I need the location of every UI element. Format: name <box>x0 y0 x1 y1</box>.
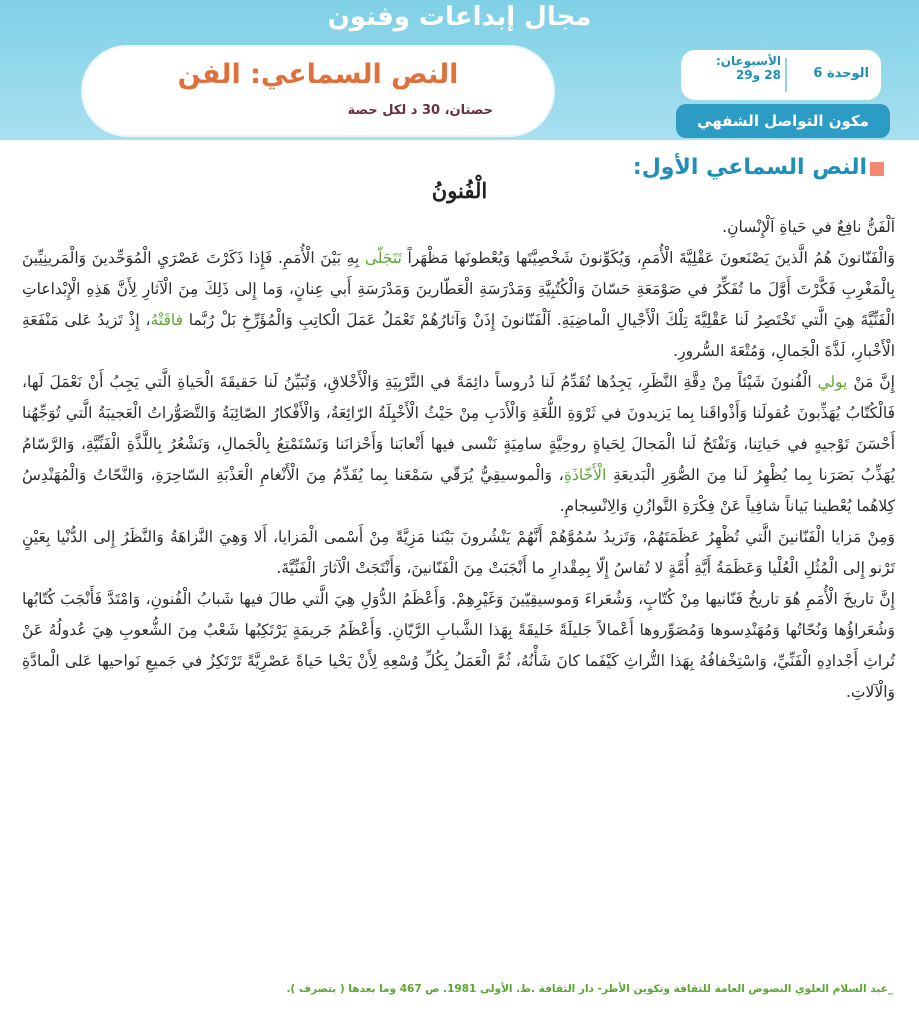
paragraph: إِنَّ تاريخَ الْأُمَمِ هُوَ تاريخُ فَنّانيها مِنْ كُتّابٍ، وَشُعَراءَ وَموسيقِيّينَ وَغَيْرِهِمْ. وَأَعْظَمُ الدُّوَلِ هِيَ الَّتي طالَ فيها شَبابُ الْفُنونِ، وَامْتَدَّ فَأَنْجَبَ كُتّابُها وَشُعَراؤُها وَنُحّاتُها وَمُهَنْدِسوها وَمُصَوِّروها أَعْمالاً جَليلَةً خَليقَةً بِهَذا الشَّبابِ الرَّيّانِ. وَأَعْظَمُ جَريمَةٍ يَرْتَكِبُها شَعْبٌ مِنَ الشُّعوبِ هِيَ عُدولُهُ عَنْ تُراثِ أَجْدادِهِ الْفَنِّيِّ، وَاسْتِخْفافُهُ بِهَذا التُّراثِ كَيْفَما كانَ شَأْنُهُ، ثُمَّ الْعَمَلُ بِكُلِّ وُسْعِهِ لِأَنْ يَحْيا حَياةً عَصْرِيَّةً تَرْتَكِزُ في جَميعِ نَواحيها عَلى الْمادَّةِ وَالْآلاتِ. <box>22 590 895 701</box>
lesson-oval <box>83 47 553 135</box>
body-text <box>22 212 895 708</box>
component-label: مكون التواصل الشفهي <box>676 104 890 138</box>
paragraph: اَلْفَنُّ نافِعٌ في حَياةِ اَلْإِنْسانِ. <box>722 218 895 236</box>
weeks-label: الأسبوعان: <box>715 54 781 68</box>
highlighted-word: الْأَخّاذَةِ <box>563 466 607 484</box>
lesson-title: النص السماعي: الفن <box>177 59 459 90</box>
weeks-value: 28 و29 <box>735 68 781 82</box>
paragraph: إِنَّ مَنْ يولي الْفُنونَ شَيْئاً مِنْ دِقَّةِ النَّظَرِ، يَجِدُها تُقَدِّمُ لَنا دُروساً دائِمَةً في التَّرْبِيَةِ وَالْأَخْلاقِ، وَتُبَيِّنُ لَنا حَقيقَةَ الْحَياةِ الَّتي يَجِبُ أَنْ نَعْمَلَ لَها، فَالْكُتّابُ يُهَذِّبونَ عُقولَنا وَأَذْواقَنا بِما يَزيدونَ في ثَرْوَةِ اللُّغَةِ وَالْأَدَبِ مِنْ حَيْثُ الْأَخْيِلَةُ الرّائِعَةُ، وَالْأَفْكارُ الصّائِبَةُ وَالتَّصَوُّراتُ الْعَجيبَةُ الَّتي تُوَجِّهُنا أَحْسَنَ تَوْجيهٍ في حَياتِنا، وَتَفْتَحُ لَنا الْمَجالَ لِحَياةٍ روحِيَّةٍ سامِيَةٍ نَنْسى فيها أَتْعابَنا وَأَحْزانَنا وَنَسْتَمْتِعُ بِالْجَمالِ، وَنَشْعُرُ بِاللَّذَّةِ الْفَنِّيَّةِ، وَالرَّسّامُ يُهَذِّبُ بَصَرَنا بِما يُظْهِرُ لَنا مِنَ الصُّوَرِ الْبَديعَةِ الْأَخّاذَةِ، وَالْموسيقِيُّ يُرَقّي سَمْعَنا بِما يُقَدِّمُ مِنَ الْأَنْغامِ الْعَذْبَةِ السّاحِرَةِ، وَالنَّحّاتُ وَالْمُهَنْدِسُ كِلاهُما يُعْطينا بَياناً شافِياً عَنْ فِكْرَةِ التَّوازُنِ وَالِانْسِجامِ. <box>22 373 895 515</box>
highlighted-word: فاقَتْهُ <box>150 311 183 329</box>
unit-label: الوحدة 6 <box>813 66 869 81</box>
source-citation: _عبد السلام العلوي النصوص العامة للثقافة وتكوين الأطر- دار الثقافة .ط. الأولى 1981. ص 467 وما بعدها ( بتصرف ). <box>286 983 893 995</box>
paragraph: وَمِنْ مَزايا الْفَنّانينَ الَّتي تُظْهِرُ عَظَمَتَهُمْ، وَتَزيدُ سُمُوَّهُمْ أَنَّهُمْ يَنْشُرونَ بَيْنَنا مَزِيَّةً مِنْ أَسْمى الْمَزايا، أَلا وَهِيَ النَّزاهَةُ وَالنَّظَرُ إِلى الدُّنْيا بِعَيْنٍ تَرْنو إِلى الْمُثُلِ الْعُلْيا وَعَظَمَةُ أَيَّةِ أُمَّةٍ لا تُقاسُ إِلّا بِمِقْدارِ ما أَنْجَبَتْ مِنَ الْفَنّانينَ، وَأَنْتَجَتْ الْآثارَ الْفَنِّيَّةَ. <box>22 528 895 577</box>
weeks-info <box>699 54 781 82</box>
lesson-duration: حصتان، 30 د لكل حصة <box>347 103 493 118</box>
highlighted-word: يولي <box>817 373 848 391</box>
unit-info-box <box>681 50 881 100</box>
text-title: الْفُنونُ <box>431 178 488 203</box>
section-heading: النص السماعي الأول: <box>632 155 867 180</box>
domain-title: مجال إبداعات وفنون <box>327 2 592 32</box>
paragraph: وَالْفَنّانونَ هُمُ الَّذينَ يَصْنَعونَ عَقْلِيَّةَ الْأُمَمِ، وَيُكَوِّنونَ شَخْصِيَّتَها وَيُعْطونَها مَظْهَراً تَتَجَلّى بِهِ بَيْنَ الْأُمَمِ. فَإِذا ذَكَرْتَ عَصْرَيِ الْمُوَحِّدينَ وَالْمَرينِيِّينَ بِالْمَغْرِبِ فَكَّرْتَ أَوَّلَ ما تُفَكِّرُ في صَوْمَعَةِ حَسّانَ وَالْكُتُبِيَّةِ وَمَدْرَسَةِ الْعَطّارينَ وَمَدْرَسَةِ أَبي عِنانٍ، وَما إِلى ذَلِكَ مِنَ الْآثارِ لِأَنَّ هَذِهِ الْإِبْداعاتِ الْفَنِّيَّةَ هِيَ الَّتي تَخْتَصِرُ لَنا عَقْلِيَّةَ تِلْكَ الْأَجْيالِ الْماضِيَةِ. اَلْفَنّانونَ إِذَنْ وَآثارُهُمْ تَعْمَلُ عَمَلَ الْكاتِبِ وَالْمُؤَرِّخِ بَلْ رُبَّما فاقَتْهُ، إِذْ تَزيدُ عَلى مَنْفَعَةِ الْأَخْبارِ، لَذَّةَ الْجَمالِ، وَمُتْعَةَ السُّرورِ. <box>22 249 895 360</box>
highlighted-word: تَتَجَلّى <box>364 249 402 267</box>
section-marker-icon <box>870 162 884 176</box>
info-divider <box>785 58 787 92</box>
